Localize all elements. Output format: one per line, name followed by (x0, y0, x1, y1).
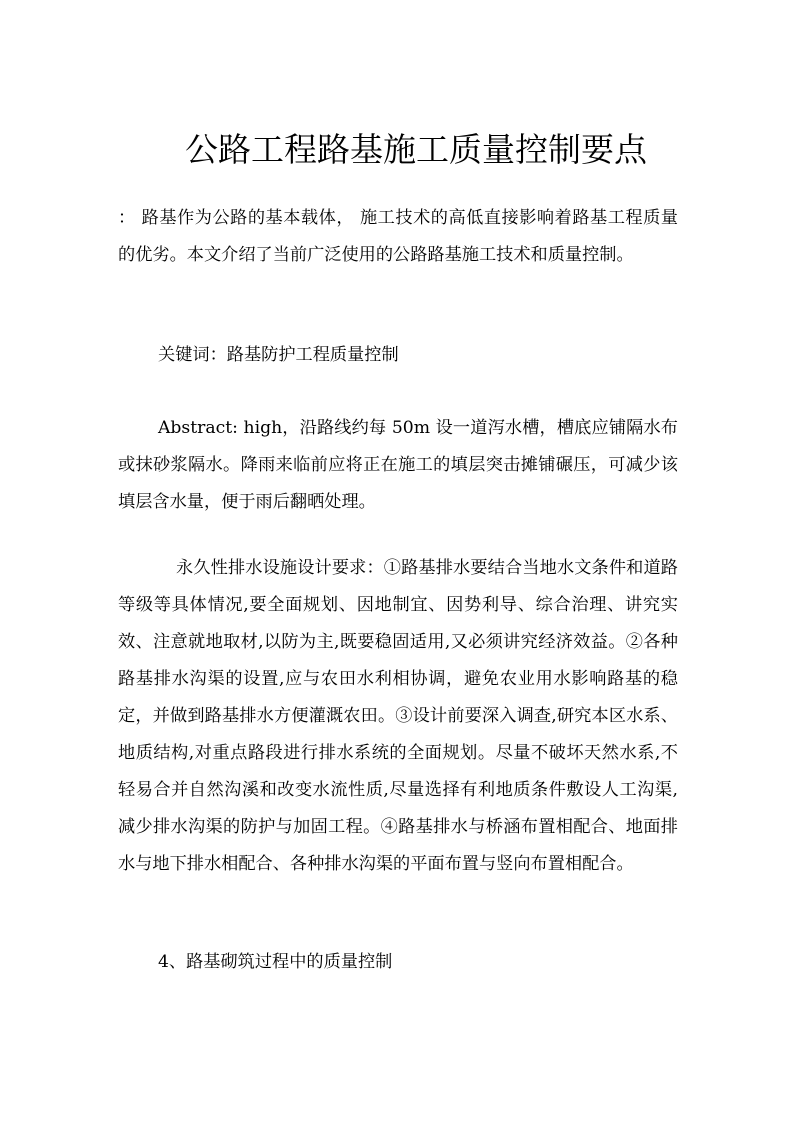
keywords-line: 关键词：路基防护工程质量控制 (158, 345, 399, 365)
english-abstract-paragraph: Abstract: high，沿路线约每 50m 设一道泻水槽，槽底应铺隔水布或抹砂浆隔水。降雨来临前应将正在施工的填层突击摊铺碾压，可减少该填层含水量，便于雨后翻晒处理。 (118, 418, 678, 512)
section-heading: 4、路基砌筑过程中的质量控制 (158, 952, 393, 972)
drainage-requirements-paragraph: 永久性排水设施设计要求：①路基排水要结合当地水文条件和道路等级等具体情况,要全面规划、因地制宜、因势利导、综合治理、讲究实效、注意就地取材,以防为主,既要稳固适用,又必须讲究经济效益。②各种路基排水沟渠的设置,应与农田水利相协调，避免农业用水影响路基的稳定，并做到路基排水方便灌溉农田。③设计前要深入调查,研究本区水系、地质结构,对重点路段进行排水系统的全面规划。尽量不破坏天然水系,不轻易合并自然沟溪和改变水流性质,尽量选择有利地质条件敷设人工沟渠,减少排水沟渠的防护与加固工程。④路基排水与桥涵布置相配合、地面排水与地下排水相配合、各种排水沟渠的平面布置与竖向布置相配合。 (118, 558, 678, 874)
document-title: 公路工程路基施工质量控制要点 (185, 130, 647, 169)
abstract-paragraph: ： 路基作为公路的基本载体， 施工技术的高低直接影响着路基工程质量的优劣。本文介绍了当前广泛使用的公路路基施工技术和质量控制。 (118, 208, 678, 265)
